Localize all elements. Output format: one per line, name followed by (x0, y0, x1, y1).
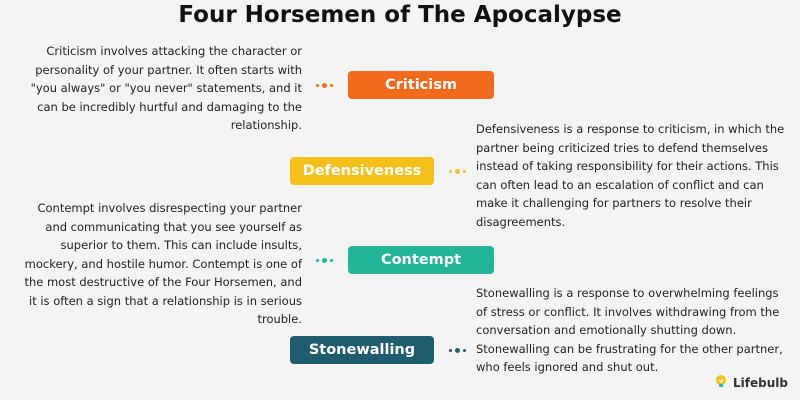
criticism-description: Criticism involves attacking the character or personality of your partner. It often starts with "you always" or "you never" statements, and it can be incredibly hurtful and damaging to the relationship. (30, 44, 302, 132)
defensiveness-label: Defensiveness (290, 157, 434, 185)
stonewalling-label: Stonewalling (290, 336, 434, 364)
stonewalling-connector (449, 346, 466, 354)
lightbulb-icon (713, 373, 729, 392)
page-title: Four Horsemen of The Apocalypse (178, 2, 622, 28)
defensiveness-description: Defensiveness is a response to criticism, in which the partner being criticized tries to defend themselves instead of taking responsibility for their actions. This can often lead to an escalation of conflict and can make it challenging for partners to resolve their disagreements. (476, 122, 785, 229)
criticism-connector (316, 81, 333, 89)
contempt-description: Contempt involves disrespecting your partner and communicating that you see yourself as superior to them. This can include insults, mockery, and hostile humor. Contempt is one of the most destructive of the Four Horsemen, and it is often a sign that a relationship is in serious trouble. (24, 201, 302, 326)
contempt-label: Contempt (348, 246, 494, 274)
stonewalling-description: Stonewalling is a response to overwhelming feelings of stress or conflict. It involves withdrawing from the conversation and emotionally shutting down. Stonewalling can be frustrating for the other partner, who feels ignored and shut out. (476, 286, 783, 374)
criticism-label: Criticism (348, 71, 494, 99)
defensiveness-connector (449, 167, 466, 175)
contempt-connector (316, 256, 333, 264)
brand-name: Lifebulb (733, 375, 788, 390)
brand-logo (713, 373, 788, 392)
